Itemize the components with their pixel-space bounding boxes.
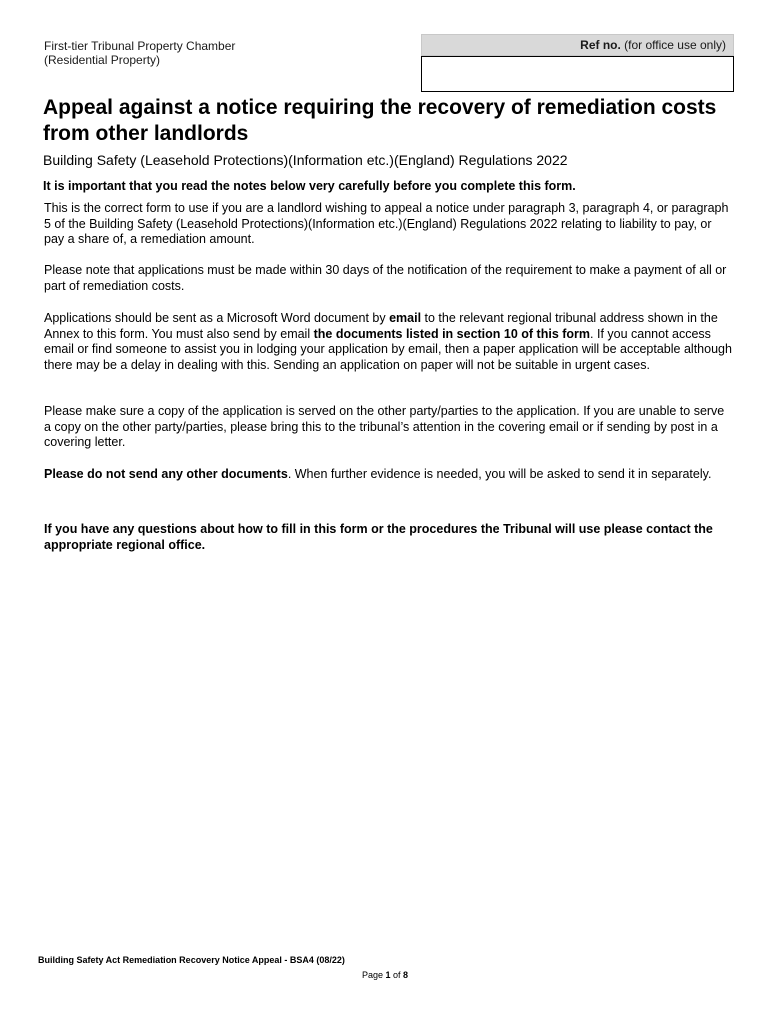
page-of: of [390,970,404,980]
ref-label-note: (for office use only) [620,38,726,52]
submission-text-c: to the relevant regional tribunal address shown in the Annex to this form. You must also send by email [44,311,718,341]
reference-box [421,34,734,92]
paragraph-correct-form: This is the correct form to use if you are a landlord wishing to appeal a notice under paragraph 3, paragraph 4, or paragraph 5 of the Building Safety (Leasehold Protections)(Information etc.)(England) Regulations 2022 relating to liability to pay, or pay a share of, a remediation amount. [44,201,729,246]
page-total: 8 [403,970,409,980]
form-title: Appeal against a notice requiring the recovery of remediation costs from other landlords [43,96,717,145]
paragraph-deadline: Please note that applications must be made within 30 days of the notification of the requirement to make a payment of all or part of remediation costs. [44,263,727,293]
other-documents-bold: Please do not send any other documents [44,467,288,481]
important-note: It is important that you read the notes below very carefully before you complete this form. [43,179,576,193]
submission-documents-bold: the documents listed in section 10 of this form [313,326,591,341]
ref-label [421,34,734,56]
ref-label-bold: Ref no. [580,38,621,52]
footer-page-number [0,970,770,981]
paragraph-service: Please make sure a copy of the application is served on the other party/parties to the application. If you are unable to serve a copy on the other party/parties, please bring this to the tribunal’s attention in the covering email or if sending by post in a covering letter. [44,404,725,449]
submission-text-a: Applications should be sent as a Microsoft Word document by [44,311,390,325]
submission-text-e: . If you cannot access email or find someone to assist you in lodging your application by email, then a paper application will be acceptable although there may be a delay in dealing with this. Sending an application on paper will not be suitable in urgent cases. [44,326,732,372]
paragraph-other-documents [44,467,734,483]
page-word: Page [361,970,386,980]
page-current: 1 [385,970,391,980]
ref-number-field[interactable] [421,56,734,92]
chamber-line-2: (Residential Property) [44,53,161,67]
chamber-heading [44,39,235,67]
footer-form-name: Building Safety Act Remediation Recovery Notice Appeal - BSA4 (08/22) [38,955,345,965]
submission-email-bold: email [389,311,422,325]
regulations-subtitle: Building Safety (Leasehold Protections)(Information etc.)(England) Regulations 2022 [43,152,568,168]
paragraph-submission [44,311,734,373]
chamber-line-1: First-tier Tribunal Property Chamber [44,39,236,53]
other-documents-text: . When further evidence is needed, you will be asked to send it in separately. [287,467,712,481]
paragraph-questions: If you have any questions about how to fill in this form or the procedures the Tribunal will use please contact the appropriate regional office. [44,522,713,552]
